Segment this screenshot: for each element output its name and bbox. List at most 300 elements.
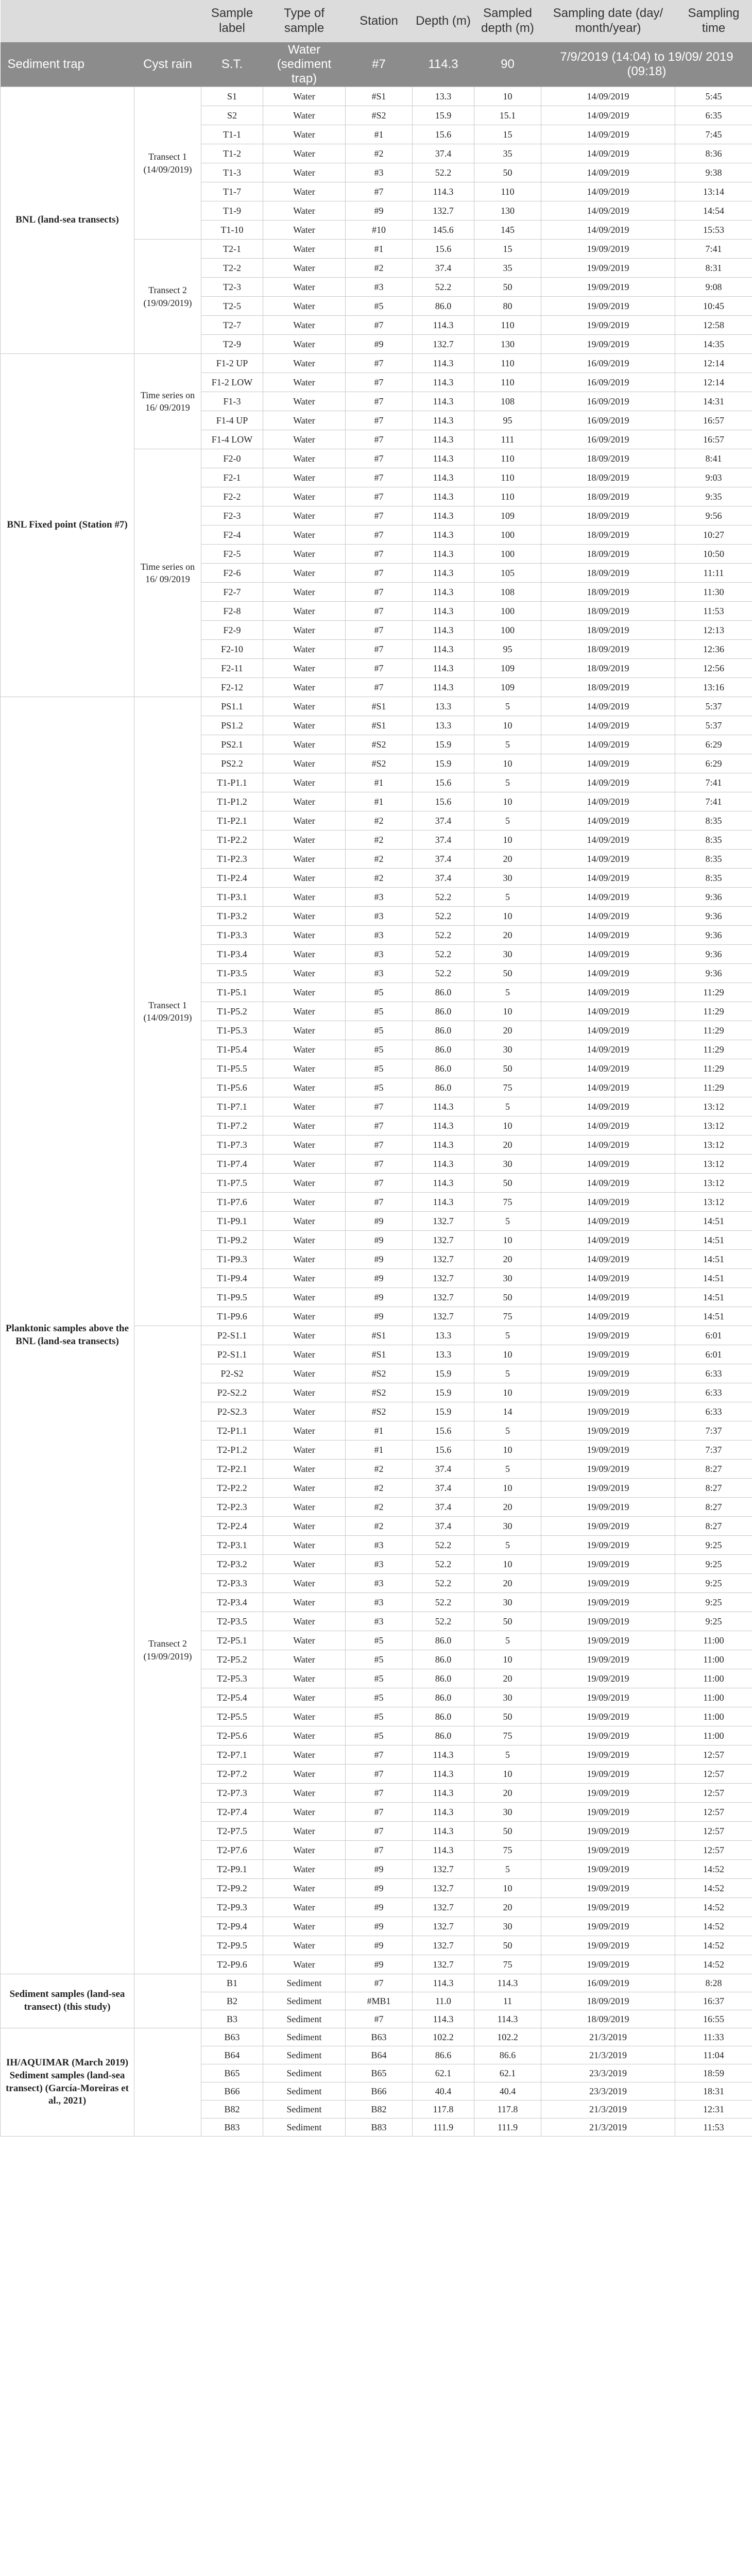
sample-type-cell: Water <box>263 182 346 201</box>
sample-label-cell: T2-P1.2 <box>201 1440 263 1460</box>
sample-type-cell: Water <box>263 1269 346 1288</box>
sampling-date-cell: 14/09/2019 <box>541 106 675 125</box>
sampled-depth-cell: 30 <box>474 1803 541 1822</box>
sample-label-cell: B2 <box>201 1992 263 2010</box>
sampling-time-cell: 14:54 <box>675 201 752 221</box>
sampling-time-cell: 11:00 <box>675 1707 752 1726</box>
sample-type-cell: Water <box>263 1155 346 1174</box>
station-cell: #3 <box>346 1536 413 1555</box>
depth-cell: 114.3 <box>413 1822 474 1841</box>
depth-cell: 86.0 <box>413 1650 474 1669</box>
sample-type-cell: Water <box>263 621 346 640</box>
depth-cell: 114.3 <box>413 1974 474 1992</box>
sample-type-cell: Water <box>263 506 346 526</box>
sampling-time-cell: 14:52 <box>675 1917 752 1936</box>
table-row <box>1 354 752 373</box>
sampling-date-cell: 14/09/2019 <box>541 1097 675 1116</box>
station-cell: #3 <box>346 964 413 983</box>
depth-cell: 132.7 <box>413 335 474 354</box>
sampled-depth-cell: 15 <box>474 240 541 259</box>
sample-label-cell: T2-P9.5 <box>201 1936 263 1955</box>
station-cell: #7 <box>346 430 413 449</box>
sampling-date-cell: 19/09/2019 <box>541 335 675 354</box>
sampling-date-cell: 14/09/2019 <box>541 945 675 964</box>
sampling-time-cell: 12:36 <box>675 640 752 659</box>
station-cell: #9 <box>346 1288 413 1307</box>
sampled-depth-cell: 10 <box>474 1650 541 1669</box>
sampling-date-cell: 19/09/2019 <box>541 1555 675 1574</box>
sample-label-cell: T2-P2.3 <box>201 1498 263 1517</box>
sample-type-cell: Sediment <box>263 2064 346 2082</box>
station-cell: B82 <box>346 2100 413 2119</box>
depth-cell: 132.7 <box>413 1269 474 1288</box>
sampling-date-cell: 19/09/2019 <box>541 1460 675 1479</box>
station-cell: #7 <box>346 182 413 201</box>
sampling-time-cell: 8:27 <box>675 1498 752 1517</box>
sample-type-cell: Water <box>263 1765 346 1784</box>
sample-label-cell: F2-11 <box>201 659 263 678</box>
sampled-depth-cell: 105 <box>474 564 541 583</box>
sampling-time-cell: 14:51 <box>675 1307 752 1326</box>
sample-type-cell: Water <box>263 1688 346 1707</box>
sampled-depth-cell: 35 <box>474 259 541 278</box>
sampling-date-cell: 14/09/2019 <box>541 221 675 240</box>
station-cell: #5 <box>346 297 413 316</box>
station-cell: #9 <box>346 1955 413 1974</box>
sample-type-cell: Water <box>263 907 346 926</box>
depth-cell: 13.3 <box>413 1345 474 1364</box>
sampling-time-cell: 18:31 <box>675 2082 752 2100</box>
sampling-date-cell: 19/09/2019 <box>541 1879 675 1898</box>
station-cell: #7 <box>346 1974 413 1992</box>
sample-type-cell: Water <box>263 1383 346 1402</box>
depth-cell: 132.7 <box>413 1860 474 1879</box>
sampling-time-cell: 5:45 <box>675 87 752 106</box>
sampling-date-cell: 18/09/2019 <box>541 506 675 526</box>
sampled-depth-cell: 114.3 <box>474 1974 541 1992</box>
group-label: Sediment samples (land-sea transect) (this study) <box>1 1974 134 2028</box>
sample-type-cell: Water <box>263 773 346 792</box>
sampling-time-cell: 8:35 <box>675 831 752 850</box>
sampling-date-cell: 19/09/2019 <box>541 1498 675 1517</box>
sampling-date-cell: 18/09/2019 <box>541 640 675 659</box>
sampling-date-cell: 19/09/2019 <box>541 297 675 316</box>
station-cell: #9 <box>346 1898 413 1917</box>
sampling-date-cell: 14/09/2019 <box>541 888 675 907</box>
depth-cell: 114.3 <box>413 621 474 640</box>
group-label: Planktonic samples above the BNL (land-sea transects) <box>1 697 134 1974</box>
depth-cell: 15.6 <box>413 125 474 144</box>
sample-label-cell: B64 <box>201 2046 263 2064</box>
sampling-time-cell: 12:57 <box>675 1822 752 1841</box>
sample-label-cell: T2-P3.2 <box>201 1555 263 1574</box>
sampling-date-cell: 14/09/2019 <box>541 697 675 716</box>
sample-type-cell: Water <box>263 1726 346 1745</box>
sampling-date-cell: 19/09/2019 <box>541 1383 675 1402</box>
header-cell <box>1 0 134 42</box>
sampled-depth-cell: 20 <box>474 1784 541 1803</box>
station-cell: #S2 <box>346 1402 413 1421</box>
station-cell: #7 <box>346 373 413 392</box>
sampling-time-cell: 8:35 <box>675 811 752 831</box>
station-cell: #5 <box>346 1688 413 1707</box>
depth-cell: 37.4 <box>413 1460 474 1479</box>
sample-type-cell: Water <box>263 1402 346 1421</box>
station-cell: #2 <box>346 144 413 163</box>
sampling-date-cell: 14/09/2019 <box>541 182 675 201</box>
sampled-depth-cell: 109 <box>474 678 541 697</box>
sample-label-cell: F2-10 <box>201 640 263 659</box>
header-sample-label: Sample label <box>201 0 263 42</box>
station-cell: #9 <box>346 1917 413 1936</box>
station-cell: #9 <box>346 201 413 221</box>
sampled-depth-cell: 10 <box>474 831 541 850</box>
station-cell: #2 <box>346 1498 413 1517</box>
sampling-time-cell: 9:38 <box>675 163 752 182</box>
sample-type-cell: Water <box>263 1326 346 1345</box>
station-cell: #7 <box>346 526 413 545</box>
sampled-depth-cell: 108 <box>474 583 541 602</box>
sampled-depth-cell: 5 <box>474 773 541 792</box>
sampling-time-cell: 5:37 <box>675 716 752 735</box>
depth-cell: 15.9 <box>413 754 474 773</box>
sampled-depth-cell: 50 <box>474 1059 541 1078</box>
sample-type-cell: Water <box>263 1250 346 1269</box>
sampled-depth-cell: 40.4 <box>474 2082 541 2100</box>
header-depth: Depth (m) <box>413 0 474 42</box>
sample-type-cell: Water <box>263 1650 346 1669</box>
station-cell: B65 <box>346 2064 413 2082</box>
sampled-depth-cell: 110 <box>474 354 541 373</box>
depth-cell: 132.7 <box>413 1288 474 1307</box>
sampled-depth-cell: 5 <box>474 1364 541 1383</box>
station-cell: #5 <box>346 1078 413 1097</box>
depth-cell: 132.7 <box>413 1898 474 1917</box>
station-cell: #1 <box>346 792 413 811</box>
sample-label-cell: F1-2 LOW <box>201 373 263 392</box>
sample-type-cell: Water <box>263 144 346 163</box>
sample-type-cell: Water <box>263 1936 346 1955</box>
header-cell <box>134 0 201 42</box>
sampled-depth-cell: 50 <box>474 1612 541 1631</box>
sampled-depth-cell: 145 <box>474 221 541 240</box>
subgroup-label: Time series on 16/ 09/2019 <box>134 449 201 697</box>
sample-label-cell: T1-P5.1 <box>201 983 263 1002</box>
sample-label-cell: T1-P7.4 <box>201 1155 263 1174</box>
sample-type-cell: Water <box>263 1555 346 1574</box>
sample-label-cell: T1-P2.4 <box>201 869 263 888</box>
sample-label-cell: T2-P1.1 <box>201 1421 263 1440</box>
sampling-date-cell: 14/09/2019 <box>541 964 675 983</box>
sampled-depth-cell: 117.8 <box>474 2100 541 2119</box>
depth-cell: 86.0 <box>413 1726 474 1745</box>
sample-type-cell: Water <box>263 449 346 468</box>
sampling-date-cell: 19/09/2019 <box>541 1479 675 1498</box>
station-cell: #7 <box>346 392 413 411</box>
trap-sampled-depth: 90 <box>474 42 541 87</box>
sampling-time-cell: 8:28 <box>675 1974 752 1992</box>
sampling-time-cell: 14:52 <box>675 1898 752 1917</box>
sampled-depth-cell: 10 <box>474 1879 541 1898</box>
sample-label-cell: B63 <box>201 2028 263 2046</box>
sampling-time-cell: 5:37 <box>675 697 752 716</box>
sample-label-cell: T2-P3.4 <box>201 1593 263 1612</box>
depth-cell: 86.0 <box>413 1059 474 1078</box>
sample-label-cell: T1-P7.1 <box>201 1097 263 1116</box>
sampling-time-cell: 12:57 <box>675 1765 752 1784</box>
sampled-depth-cell: 15.1 <box>474 106 541 125</box>
sample-label-cell: S2 <box>201 106 263 125</box>
sampling-time-cell: 11:29 <box>675 983 752 1002</box>
subgroup-label: Transect 2 (19/09/2019) <box>134 1326 201 1974</box>
depth-cell: 15.9 <box>413 735 474 754</box>
depth-cell: 114.3 <box>413 316 474 335</box>
sample-type-cell: Water <box>263 1116 346 1136</box>
sample-type-cell: Water <box>263 1212 346 1231</box>
sample-type-cell: Water <box>263 1307 346 1326</box>
depth-cell: 111.9 <box>413 2119 474 2137</box>
sampling-time-cell: 9:03 <box>675 468 752 487</box>
sampling-date-cell: 14/09/2019 <box>541 163 675 182</box>
depth-cell: 52.2 <box>413 945 474 964</box>
sampling-date-cell: 14/09/2019 <box>541 907 675 926</box>
sampling-time-cell: 13:12 <box>675 1116 752 1136</box>
sampling-time-cell: 12:31 <box>675 2100 752 2119</box>
sampled-depth-cell: 110 <box>474 487 541 506</box>
sampling-date-cell: 14/09/2019 <box>541 1155 675 1174</box>
station-cell: #5 <box>346 1002 413 1021</box>
sampled-depth-cell: 50 <box>474 1936 541 1955</box>
depth-cell: 114.3 <box>413 411 474 430</box>
station-cell: #S2 <box>346 1364 413 1383</box>
sampled-depth-cell: 75 <box>474 1307 541 1326</box>
depth-cell: 132.7 <box>413 1879 474 1898</box>
sample-type-cell: Sediment <box>263 2028 346 2046</box>
subgroup-label: Transect 2 (19/09/2019) <box>134 240 201 354</box>
depth-cell: 114.3 <box>413 1193 474 1212</box>
sample-label-cell: F2-7 <box>201 583 263 602</box>
sampled-depth-cell: 80 <box>474 297 541 316</box>
station-cell: #3 <box>346 1555 413 1574</box>
sample-label-cell: T2-P3.5 <box>201 1612 263 1631</box>
sample-type-cell: Water <box>263 983 346 1002</box>
station-cell: #7 <box>346 1097 413 1116</box>
station-cell: B63 <box>346 2028 413 2046</box>
sampling-time-cell: 6:29 <box>675 735 752 754</box>
sample-label-cell: F2-6 <box>201 564 263 583</box>
sample-type-cell: Water <box>263 1440 346 1460</box>
station-cell: #7 <box>346 659 413 678</box>
sampling-date-cell: 14/09/2019 <box>541 926 675 945</box>
depth-cell: 132.7 <box>413 201 474 221</box>
sampling-time-cell: 9:35 <box>675 487 752 506</box>
station-cell: #1 <box>346 773 413 792</box>
subgroup-label: Time series on 16/ 09/2019 <box>134 354 201 449</box>
sampling-date-cell: 19/09/2019 <box>541 259 675 278</box>
sample-label-cell: B83 <box>201 2119 263 2137</box>
sample-label-cell: T1-P7.5 <box>201 1174 263 1193</box>
sampled-depth-cell: 35 <box>474 144 541 163</box>
station-cell: #5 <box>346 1650 413 1669</box>
station-cell: #5 <box>346 1040 413 1059</box>
depth-cell: 11.0 <box>413 1992 474 2010</box>
depth-cell: 114.3 <box>413 1803 474 1822</box>
sample-type-cell: Water <box>263 1536 346 1555</box>
depth-cell: 86.0 <box>413 983 474 1002</box>
depth-cell: 15.6 <box>413 240 474 259</box>
sampling-date-cell: 23/3/2019 <box>541 2064 675 2082</box>
sample-label-cell: T2-P5.3 <box>201 1669 263 1688</box>
sampling-time-cell: 11:00 <box>675 1631 752 1650</box>
station-cell: #3 <box>346 888 413 907</box>
depth-cell: 52.2 <box>413 1593 474 1612</box>
sample-type-cell: Sediment <box>263 2082 346 2100</box>
sample-type-cell: Water <box>263 564 346 583</box>
sampled-depth-cell: 30 <box>474 869 541 888</box>
depth-cell: 52.2 <box>413 888 474 907</box>
sample-type-cell: Water <box>263 1364 346 1383</box>
sampling-date-cell: 14/09/2019 <box>541 1193 675 1212</box>
depth-cell: 86.0 <box>413 1021 474 1040</box>
sampling-date-cell: 18/09/2019 <box>541 468 675 487</box>
sampled-depth-cell: 20 <box>474 1898 541 1917</box>
depth-cell: 62.1 <box>413 2064 474 2082</box>
station-cell: #2 <box>346 1479 413 1498</box>
sampling-date-cell: 14/09/2019 <box>541 1021 675 1040</box>
sample-label-cell: T1-P3.5 <box>201 964 263 983</box>
sample-type-cell: Water <box>263 697 346 716</box>
sample-label-cell: F1-3 <box>201 392 263 411</box>
sampled-depth-cell: 20 <box>474 1574 541 1593</box>
sampling-date-cell: 19/09/2019 <box>541 1326 675 1345</box>
sampled-depth-cell: 100 <box>474 621 541 640</box>
sampling-time-cell: 6:33 <box>675 1402 752 1421</box>
sample-type-cell: Water <box>263 926 346 945</box>
station-cell: #7 <box>346 506 413 526</box>
depth-cell: 52.2 <box>413 1612 474 1631</box>
sample-label-cell: T1-10 <box>201 221 263 240</box>
station-cell: #7 <box>346 1193 413 1212</box>
sample-type-cell: Water <box>263 1136 346 1155</box>
sample-type-cell: Sediment <box>263 2100 346 2119</box>
sampling-time-cell: 13:12 <box>675 1155 752 1174</box>
sampling-date-cell: 18/09/2019 <box>541 659 675 678</box>
station-cell: #5 <box>346 1726 413 1745</box>
depth-cell: 114.3 <box>413 640 474 659</box>
sample-type-cell: Water <box>263 240 346 259</box>
sampled-depth-cell: 5 <box>474 1421 541 1440</box>
sampled-depth-cell: 110 <box>474 316 541 335</box>
sampling-time-cell: 6:35 <box>675 106 752 125</box>
depth-cell: 15.9 <box>413 1364 474 1383</box>
sampled-depth-cell: 10 <box>474 907 541 926</box>
sampling-date-cell: 14/09/2019 <box>541 869 675 888</box>
station-cell: #2 <box>346 259 413 278</box>
sampling-date-cell: 16/09/2019 <box>541 354 675 373</box>
depth-cell: 114.3 <box>413 1745 474 1765</box>
depth-cell: 86.0 <box>413 297 474 316</box>
station-cell: #7 <box>346 583 413 602</box>
depth-cell: 102.2 <box>413 2028 474 2046</box>
sampling-time-cell: 12:57 <box>675 1841 752 1860</box>
sampling-time-cell: 7:45 <box>675 125 752 144</box>
sampling-time-cell: 11:00 <box>675 1650 752 1669</box>
sampling-time-cell: 12:14 <box>675 373 752 392</box>
sampled-depth-cell: 100 <box>474 545 541 564</box>
table-row <box>1 697 752 716</box>
depth-cell: 52.2 <box>413 163 474 182</box>
sample-label-cell: T2-P2.4 <box>201 1517 263 1536</box>
sampling-date-cell: 19/09/2019 <box>541 1688 675 1707</box>
sampling-time-cell: 11:29 <box>675 1040 752 1059</box>
depth-cell: 114.3 <box>413 602 474 621</box>
depth-cell: 114.3 <box>413 2010 474 2028</box>
sample-type-cell: Water <box>263 811 346 831</box>
station-cell: #5 <box>346 1707 413 1726</box>
station-cell: #S1 <box>346 716 413 735</box>
sampling-time-cell: 8:35 <box>675 850 752 869</box>
sampling-date-cell: 16/09/2019 <box>541 430 675 449</box>
sample-label-cell: B1 <box>201 1974 263 1992</box>
depth-cell: 15.6 <box>413 1440 474 1460</box>
station-cell: #1 <box>346 1440 413 1460</box>
station-cell: #9 <box>346 1879 413 1898</box>
depth-cell: 40.4 <box>413 2082 474 2100</box>
station-cell: #3 <box>346 163 413 182</box>
sampled-depth-cell: 20 <box>474 926 541 945</box>
header-sampled-depth: Sampled depth (m) <box>474 0 541 42</box>
sample-label-cell: T1-P5.3 <box>201 1021 263 1040</box>
sampling-date-cell: 18/09/2019 <box>541 2010 675 2028</box>
trap-type: Water (sediment trap) <box>263 42 346 87</box>
sampling-date-cell: 19/09/2019 <box>541 1574 675 1593</box>
depth-cell: 114.3 <box>413 564 474 583</box>
sample-type-cell: Water <box>263 1879 346 1898</box>
sampling-time-cell: 11:30 <box>675 583 752 602</box>
sampling-time-cell: 9:36 <box>675 926 752 945</box>
sample-type-cell: Water <box>263 1231 346 1250</box>
station-cell: #1 <box>346 125 413 144</box>
sampled-depth-cell: 10 <box>474 1479 541 1498</box>
sampled-depth-cell: 20 <box>474 1021 541 1040</box>
sampling-date-cell: 18/09/2019 <box>541 583 675 602</box>
sampling-time-cell: 7:37 <box>675 1421 752 1440</box>
sample-label-cell: T1-1 <box>201 125 263 144</box>
station-cell: #S2 <box>346 735 413 754</box>
depth-cell: 145.6 <box>413 221 474 240</box>
sampling-date-cell: 21/3/2019 <box>541 2046 675 2064</box>
sample-label-cell: T1-7 <box>201 182 263 201</box>
sample-label-cell: T2-P5.5 <box>201 1707 263 1726</box>
sampling-time-cell: 14:51 <box>675 1212 752 1231</box>
station-cell: #7 <box>346 640 413 659</box>
depth-cell: 52.2 <box>413 1555 474 1574</box>
station-cell: #9 <box>346 1231 413 1250</box>
table-body <box>1 87 752 2137</box>
sample-type-cell: Water <box>263 1631 346 1650</box>
header-sampling-time: Sampling time <box>675 0 752 42</box>
station-cell: #9 <box>346 1269 413 1288</box>
sampling-time-cell: 7:41 <box>675 773 752 792</box>
sampling-time-cell: 11:29 <box>675 1021 752 1040</box>
sample-label-cell: T2-P9.4 <box>201 1917 263 1936</box>
sample-label-cell: T1-P5.4 <box>201 1040 263 1059</box>
sampling-date-cell: 14/09/2019 <box>541 87 675 106</box>
sample-type-cell: Water <box>263 945 346 964</box>
sampling-time-cell: 11:00 <box>675 1688 752 1707</box>
sample-label-cell: F1-2 UP <box>201 354 263 373</box>
depth-cell: 52.2 <box>413 1536 474 1555</box>
